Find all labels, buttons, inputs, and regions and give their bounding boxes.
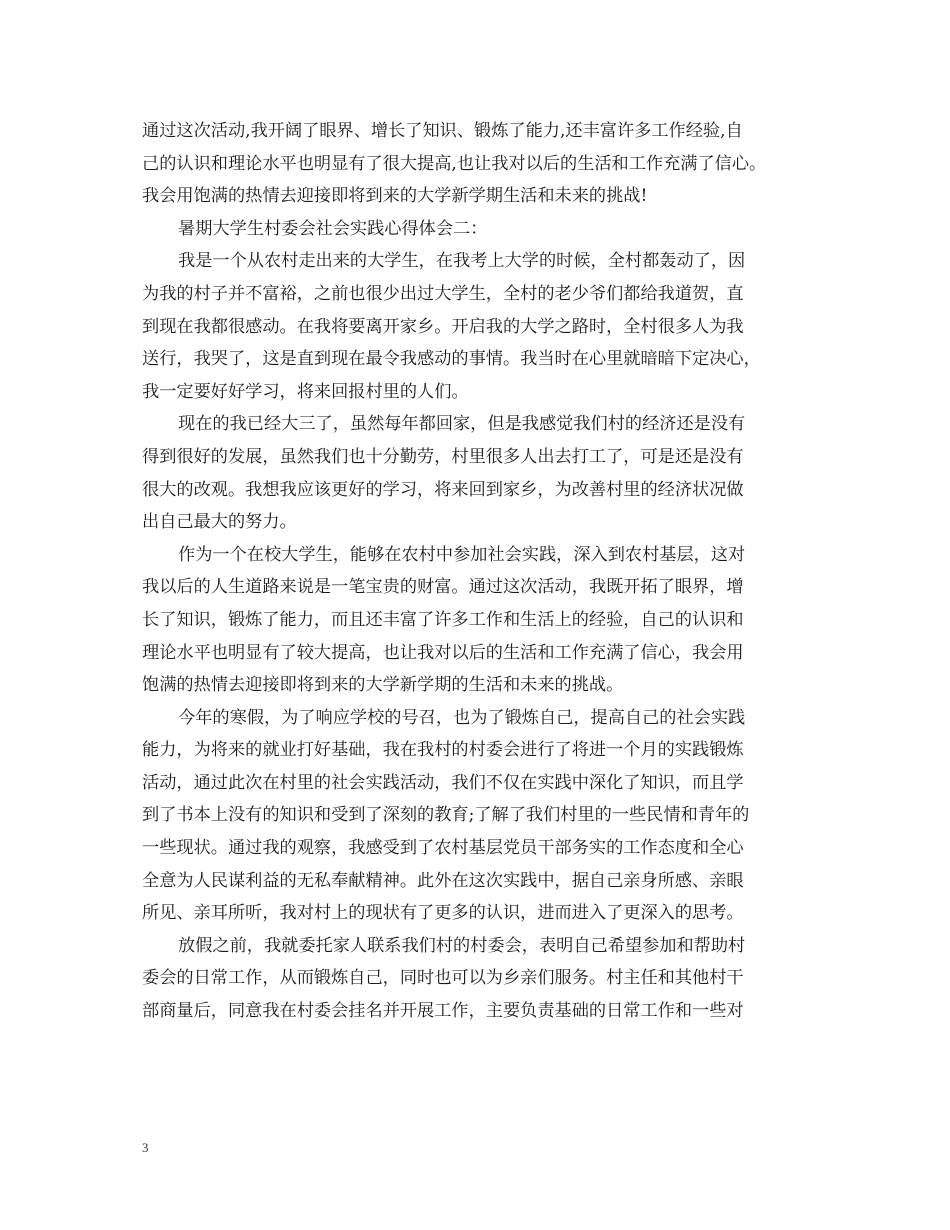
text-line: 饱满的热情去迎接即将到来的大学新学期的生活和未来的挑战。 <box>142 675 624 696</box>
text-line: 部商量后，同意我在村委会挂名并开展工作，主要负责基础的日常工作和一些对 <box>142 1001 744 1022</box>
text-line: 我一定要好好学习，将来回报村里的人们。 <box>142 381 469 402</box>
text-line: 一些现状。通过我的观察，我感受到了农村基层党员干部务实的工作态度和全心 <box>142 838 744 859</box>
text-line: 今年的寒假，为了响应学校的号召，也为了锻炼自己，提高自己的社会实践 <box>178 707 746 728</box>
text-line: 我以后的人生道路来说是一笔宝贵的财富。通过这次活动，我既开拓了眼界，增 <box>142 577 744 598</box>
body-text <box>142 115 810 1028</box>
text-line: 为我的村子并不富裕，之前也很少出过大学生，全村的老少爷们都给我道贺，直 <box>142 283 744 304</box>
text-line: 己的认识和理论水平也明显有了很大提高,也让我对以后的生活和工作充满了信心。 <box>142 153 767 174</box>
text-line: 放假之前，我就委托家人联系我们村的村委会，表明自己希望参加和帮助村 <box>178 935 746 956</box>
text-line: 活动，通过此次在村里的社会实践活动，我们不仅在实践中深化了知识，而且学 <box>142 772 744 793</box>
text-line: 到现在我都很感动。在我将要离开家乡。开启我的大学之路时，全村很多人为我 <box>142 316 744 337</box>
page-number: 3 <box>142 1140 149 1155</box>
text-line: 现在的我已经大三了，虽然每年都回家，但是我感觉我们村的经济还是没有 <box>178 414 746 435</box>
text-line: 作为一个在校大学生，能够在农村中参加社会实践，深入到农村基层，这对 <box>178 544 746 565</box>
text-line: 暑期大学生村委会社会实践心得体会二： <box>178 218 488 239</box>
text-line: 能力，为将来的就业打好基础，我在我村的村委会进行了将进一个月的实践锻炼 <box>142 740 744 761</box>
text-line: 送行，我哭了，这是直到现在最令我感动的事情。我当时在心里就暗暗下定决心， <box>142 349 761 370</box>
text-line: 很大的改观。我想我应该更好的学习，将来回到家乡，为改善村里的经济状况做 <box>142 479 744 500</box>
text-line: 委会的日常工作，从而锻炼自己，同时也可以为乡亲们服务。村主任和其他村干 <box>142 968 744 989</box>
text-line: 我会用饱满的热情去迎接即将到来的大学新学期生活和未来的挑战! <box>142 186 648 207</box>
text-line: 得到很好的发展，虽然我们也十分勤劳，村里很多人出去打工了，可是还是没有 <box>142 446 744 467</box>
text-line: 理论水平也明显有了较大提高，也让我对以后的生活和工作充满了信心，我会用 <box>142 642 744 663</box>
text-line: 全意为人民谋利益的无私奉献精神。此外在这次实践中，据自己亲身所感、亲眼 <box>142 870 744 891</box>
text-line: 到了书本上没有的知识和受到了深刻的教育;了解了我们村里的一些民情和青年的 <box>142 805 750 826</box>
text-line: 长了知识，锻炼了能力，而且还丰富了许多工作和生活上的经验，自己的认识和 <box>142 609 744 630</box>
text-line: 我是一个从农村走出来的大学生，在我考上大学的时候，全村都轰动了，因 <box>178 251 746 272</box>
text-line: 出自己最大的努力。 <box>142 512 297 533</box>
text-line: 通过这次活动,我开阔了眼界、增长了知识、锻炼了能力,还丰富许多工作经验,自 <box>142 121 743 141</box>
text-line: 所见、亲耳所听，我对村上的现状有了更多的认识，进而进入了更深入的思考。 <box>142 903 744 924</box>
